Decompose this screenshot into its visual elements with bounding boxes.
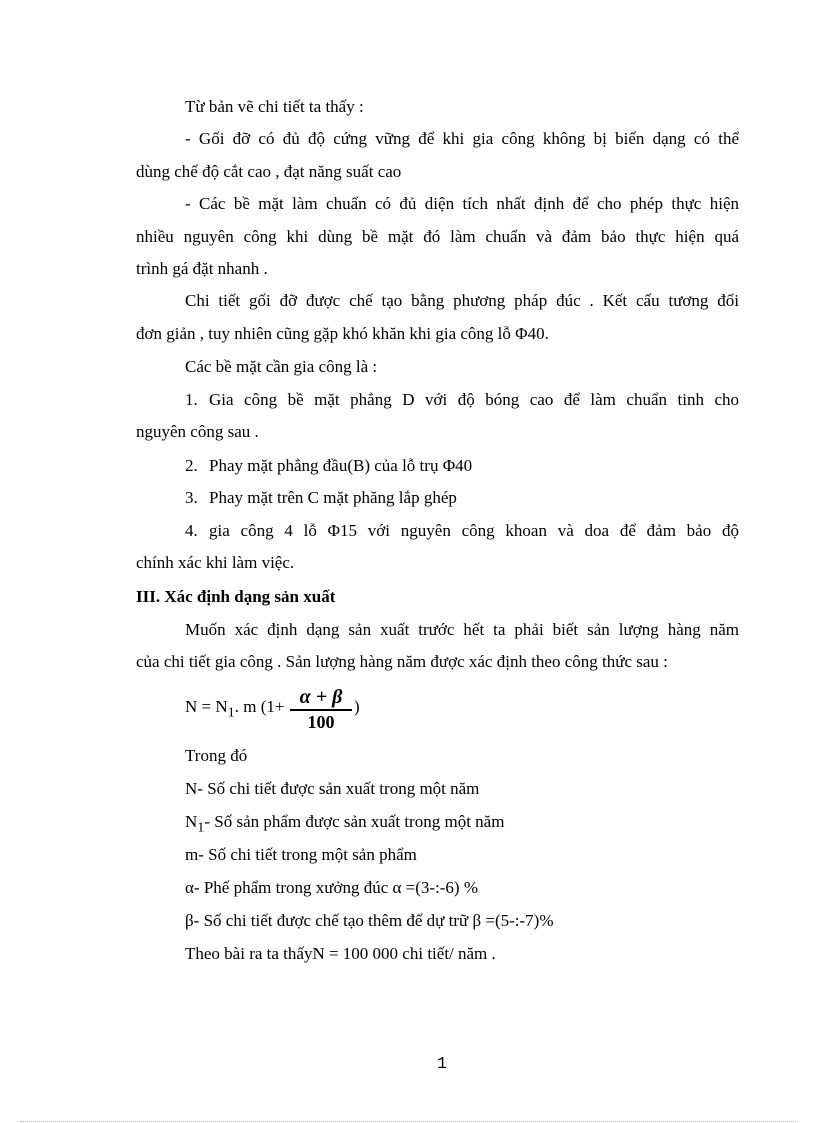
- paragraph-line: - Các bề mặt làm chuẩn có đủ diện tích nhất định để cho phép thực hiện: [185, 194, 739, 213]
- list-item: [185, 520, 739, 542]
- def-text: - Phế phẩm trong xưởng đúc α =(3-:-6) %: [193, 878, 479, 897]
- def-symbol: N: [185, 779, 198, 798]
- footer-divider: [20, 1121, 796, 1122]
- paragraph-line: dùng chế độ cắt cao , đạt năng suất cao: [136, 162, 402, 181]
- def-symbol: N: [185, 812, 198, 831]
- paragraph-line: đơn giản , tuy nhiên cũng gặp khó khăn khi gia công lỗ Φ40.: [136, 324, 549, 343]
- section-heading: III. Xác định dạng sản xuất: [136, 587, 336, 606]
- fraction-numerator: α + β: [299, 686, 343, 708]
- list-item-continuation: nguyên công sau .: [136, 422, 259, 441]
- def-text: - Số chi tiết được sản xuất trong một năm: [197, 779, 480, 798]
- paragraph-line: nhiều nguyên công khi dùng bề mặt đó làm chuẩn và đảm bảo thực hiện quá: [136, 227, 739, 246]
- list-number: 4.: [185, 521, 198, 540]
- page-number: 1: [436, 1055, 448, 1074]
- formula-lhs-b: . m (1+: [234, 697, 285, 716]
- def-subscript: 1: [197, 819, 205, 836]
- paragraph-line: Muốn xác định dạng sản xuất trước hết ta phải biết sản lượng hàng năm: [185, 620, 739, 639]
- formula-subscript: 1: [227, 704, 235, 721]
- paragraph-line: trình gá đặt nhanh .: [136, 259, 268, 278]
- def-text: - Số chi tiết được chế tạo thêm để dự trữ β =(5-:-7)%: [193, 911, 554, 930]
- definition-line: [185, 811, 739, 838]
- paragraph-line: Trong đó: [185, 746, 248, 765]
- def-text: - Số chi tiết trong một sản phẩm: [198, 845, 417, 864]
- definition-line: [185, 844, 739, 871]
- conclusion-line: Theo bài ra ta thấyN = 100 000 chi tiết/ năm .: [185, 944, 496, 963]
- list-text: Gia công bề mặt phẳng D với độ bóng cao để làm chuẩn tinh cho: [209, 390, 739, 409]
- formula-rparen: ): [354, 697, 360, 716]
- formula-lhs-a: N = N: [185, 697, 228, 716]
- list-text: Phay mặt phẳng đầu(B) của lỗ trụ Φ40: [209, 456, 473, 475]
- definition-line: [185, 910, 739, 937]
- definition-line: [185, 877, 739, 904]
- paragraph-line: Các bề mặt cần gia công là :: [185, 357, 378, 376]
- list-item: [185, 487, 739, 509]
- def-text: - Số sản phẩm được sản xuất trong một năm: [204, 812, 505, 831]
- fraction-bar: [290, 709, 352, 711]
- fraction-denominator: 100: [307, 711, 335, 732]
- list-number: 2.: [185, 456, 198, 475]
- def-symbol: m: [185, 845, 199, 864]
- list-number: 1.: [185, 390, 198, 409]
- list-item: [185, 455, 739, 477]
- paragraph-line: Từ bản vẽ chi tiết ta thấy :: [185, 97, 364, 116]
- def-symbol: α: [185, 878, 194, 897]
- paragraph-line: Chi tiết gối đỡ được chế tạo bằng phương pháp đúc . Kết cấu tương đối: [185, 291, 739, 310]
- list-number: 3.: [185, 488, 198, 507]
- list-text: Phay mặt trên C mặt phăng lắp ghép: [209, 488, 457, 507]
- paragraph-line: - Gối đỡ có đủ độ cứng vững để khi gia công không bị biến dạng có thể: [185, 129, 739, 148]
- list-item-continuation: chính xác khi làm việc.: [136, 553, 295, 572]
- list-text: gia công 4 lỗ Φ15 với nguyên công khoan và doa để đảm bảo độ: [209, 521, 739, 540]
- definition-line: [185, 778, 739, 805]
- def-symbol: β: [185, 911, 194, 930]
- paragraph-line: của chi tiết gia công . Sản lượng hàng năm được xác định theo công thức sau :: [136, 652, 668, 671]
- formula-lhs: [185, 697, 284, 721]
- list-item: [185, 389, 739, 411]
- formula-fraction: [290, 686, 352, 732]
